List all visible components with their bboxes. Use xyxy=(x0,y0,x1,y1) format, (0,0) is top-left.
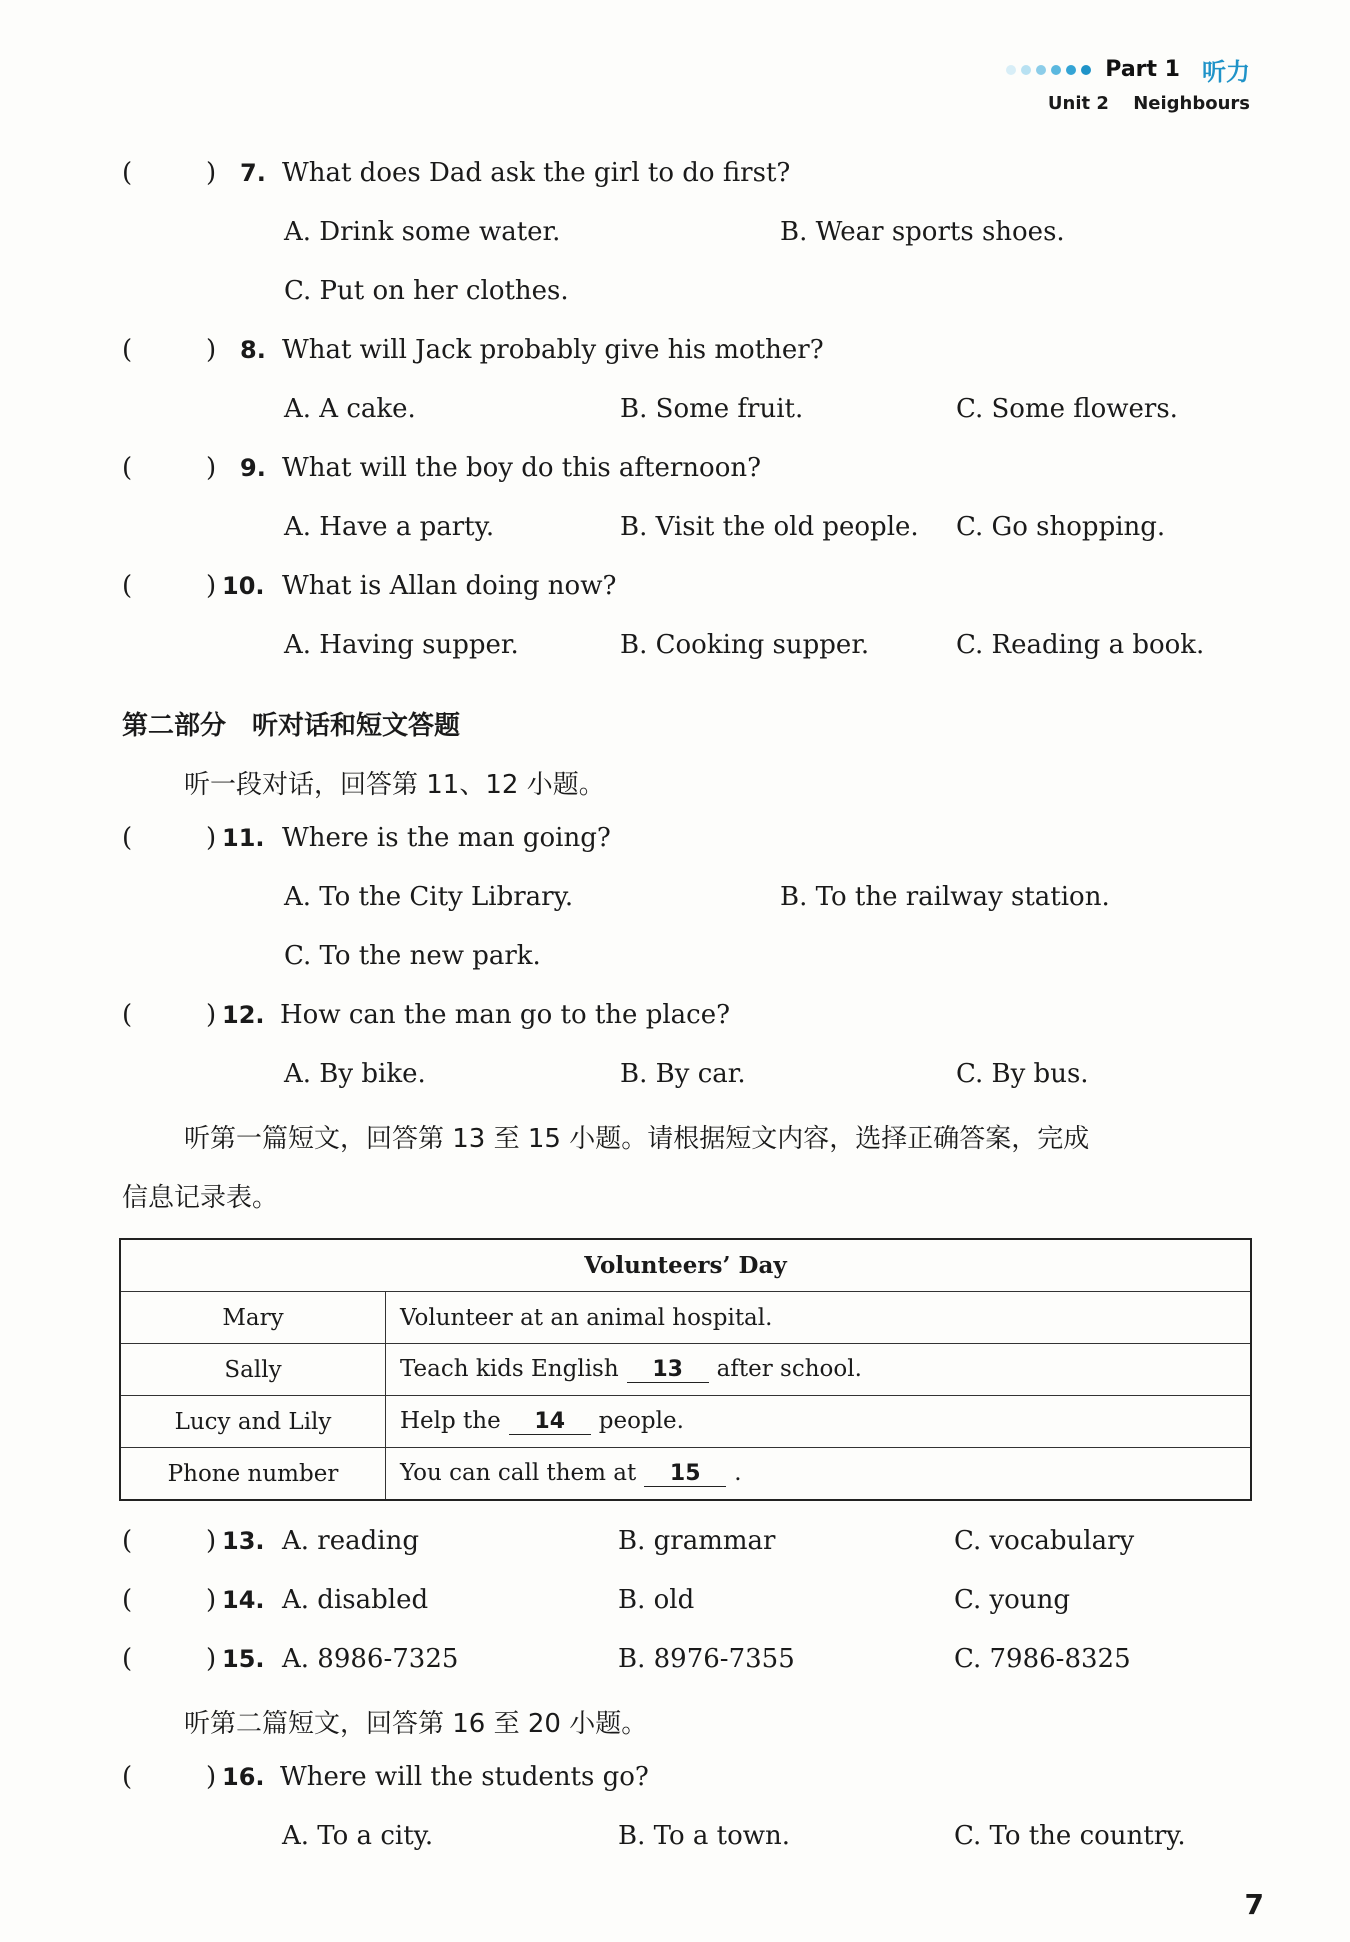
passage1-instructions-cont: 信息记录表。 xyxy=(122,1183,279,1213)
question-text: Where will the students go? xyxy=(280,1762,649,1792)
table-cell-info xyxy=(386,1448,1252,1501)
option-b: B. By car. xyxy=(620,1059,746,1089)
info-text: You can call them at xyxy=(400,1460,637,1486)
answer-paren-left: ( xyxy=(122,453,133,483)
unit-title: Neighbours xyxy=(1133,93,1250,114)
volunteers-day-table xyxy=(119,1238,1252,1501)
table-row xyxy=(120,1344,1251,1396)
option-c: C. 7986-8325 xyxy=(954,1644,1131,1674)
option-c: C. young xyxy=(954,1585,1070,1615)
table-cell-name: Sally xyxy=(120,1344,386,1396)
header-dot xyxy=(1021,65,1031,75)
option-c: C. Some flowers. xyxy=(956,394,1178,424)
header-dot xyxy=(1066,65,1076,75)
answer-paren-left: ( xyxy=(122,1585,133,1615)
header-dot xyxy=(1081,65,1091,75)
question-number: 15. xyxy=(222,1645,265,1673)
answer-paren-right: ) xyxy=(206,571,217,601)
option-a: A. 8986-7325 xyxy=(282,1644,459,1674)
passage1-instructions: 听第一篇短文，回答第 13 至 15 小题。请根据短文内容，选择正确答案，完成 xyxy=(184,1124,1090,1154)
option-c: C. To the new park. xyxy=(284,941,541,971)
table-row xyxy=(120,1292,1251,1344)
option-a: A. Having supper. xyxy=(284,630,519,660)
question-text: What will Jack probably give his mother? xyxy=(282,335,824,365)
option-a: A. reading xyxy=(282,1526,419,1556)
option-b: B. old xyxy=(618,1585,695,1615)
info-text-post: . xyxy=(734,1460,742,1486)
header-dot xyxy=(1006,65,1016,75)
option-c: C. Put on her clothes. xyxy=(284,276,569,306)
option-b: B. grammar xyxy=(618,1526,776,1556)
info-text-post: after school. xyxy=(716,1356,862,1382)
answer-paren-right: ) xyxy=(206,1762,217,1792)
question-number: 16. xyxy=(222,1763,265,1791)
passage2-instructions: 听第二篇短文，回答第 16 至 20 小题。 xyxy=(184,1709,648,1739)
table-row xyxy=(120,1448,1251,1501)
question-number: 13. xyxy=(222,1527,265,1555)
option-a: A. To the City Library. xyxy=(284,882,574,912)
table-cell-info xyxy=(386,1292,1252,1344)
option-c: C. Go shopping. xyxy=(956,512,1166,542)
option-b: B. Some fruit. xyxy=(620,394,804,424)
answer-paren-left: ( xyxy=(122,571,133,601)
option-b: B. 8976-7355 xyxy=(618,1644,795,1674)
question-text: What will the boy do this afternoon? xyxy=(282,453,762,483)
question-number: 11. xyxy=(222,824,265,852)
question-text: What does Dad ask the girl to do first? xyxy=(282,158,791,188)
option-c: C. By bus. xyxy=(956,1059,1089,1089)
answer-paren-left: ( xyxy=(122,158,133,188)
header-dot xyxy=(1036,65,1046,75)
answer-paren-left: ( xyxy=(122,823,133,853)
table-cell-name: Mary xyxy=(120,1292,386,1344)
page-header xyxy=(1006,52,1250,114)
blank-15: 15 xyxy=(644,1461,726,1487)
question-text: What is Allan doing now? xyxy=(282,571,617,601)
answer-paren-right: ) xyxy=(206,823,217,853)
table-title: Volunteers’ Day xyxy=(120,1239,1251,1292)
question-text: How can the man go to the place? xyxy=(280,1000,731,1030)
option-c: C. Reading a book. xyxy=(956,630,1205,660)
answer-paren-left: ( xyxy=(122,1762,133,1792)
question-number: 9. xyxy=(240,454,266,482)
answer-paren-right: ) xyxy=(206,158,217,188)
answer-paren-right: ) xyxy=(206,1526,217,1556)
table-cell-name: Lucy and Lily xyxy=(120,1396,386,1448)
unit-label: Unit 2 xyxy=(1047,93,1109,114)
answer-paren-right: ) xyxy=(206,1585,217,1615)
option-c: C. To the country. xyxy=(954,1821,1186,1851)
answer-paren-right: ) xyxy=(206,1000,217,1030)
dialogue-instructions: 听一段对话，回答第 11、12 小题。 xyxy=(184,770,605,800)
info-text-post: people. xyxy=(598,1408,684,1434)
option-c: C. vocabulary xyxy=(954,1526,1135,1556)
question-number: 8. xyxy=(240,336,266,364)
table-row xyxy=(120,1396,1251,1448)
option-b: B. Cooking supper. xyxy=(620,630,870,660)
option-a: A. Drink some water. xyxy=(284,217,561,247)
option-a: A. Have a party. xyxy=(284,512,495,542)
blank-13: 13 xyxy=(627,1357,709,1383)
answer-paren-right: ) xyxy=(206,335,217,365)
option-b: B. To the railway station. xyxy=(780,882,1110,912)
question-text: Where is the man going? xyxy=(282,823,611,853)
part-label: Part 1 xyxy=(1105,57,1180,82)
section-label: 听力 xyxy=(1202,58,1250,86)
question-number: 14. xyxy=(222,1586,265,1614)
question-number: 10. xyxy=(222,572,265,600)
option-b: B. Wear sports shoes. xyxy=(780,217,1065,247)
answer-paren-left: ( xyxy=(122,1000,133,1030)
question-number: 12. xyxy=(222,1001,265,1029)
info-text: Volunteer at an animal hospital. xyxy=(400,1304,773,1331)
table-cell-info xyxy=(386,1396,1252,1448)
answer-paren-left: ( xyxy=(122,1644,133,1674)
answer-paren-right: ) xyxy=(206,1644,217,1674)
table-cell-info xyxy=(386,1344,1252,1396)
option-a: A. To a city. xyxy=(282,1821,434,1851)
option-a: A. By bike. xyxy=(284,1059,426,1089)
page-number: 7 xyxy=(1244,1888,1264,1921)
table-cell-name: Phone number xyxy=(120,1448,386,1501)
option-a: A. A cake. xyxy=(284,394,416,424)
header-dots xyxy=(1006,65,1091,75)
info-text: Teach kids English xyxy=(400,1356,619,1382)
blank-14: 14 xyxy=(509,1409,591,1435)
answer-paren-left: ( xyxy=(122,335,133,365)
info-text: Help the xyxy=(400,1408,501,1434)
part2-heading: 第二部分 听对话和短文答题 xyxy=(122,711,461,741)
answer-paren-right: ) xyxy=(206,453,217,483)
option-a: A. disabled xyxy=(282,1585,429,1615)
header-dot xyxy=(1051,65,1061,75)
question-number: 7. xyxy=(240,159,266,187)
option-b: B. To a town. xyxy=(618,1821,791,1851)
answer-paren-left: ( xyxy=(122,1526,133,1556)
option-b: B. Visit the old people. xyxy=(620,512,919,542)
